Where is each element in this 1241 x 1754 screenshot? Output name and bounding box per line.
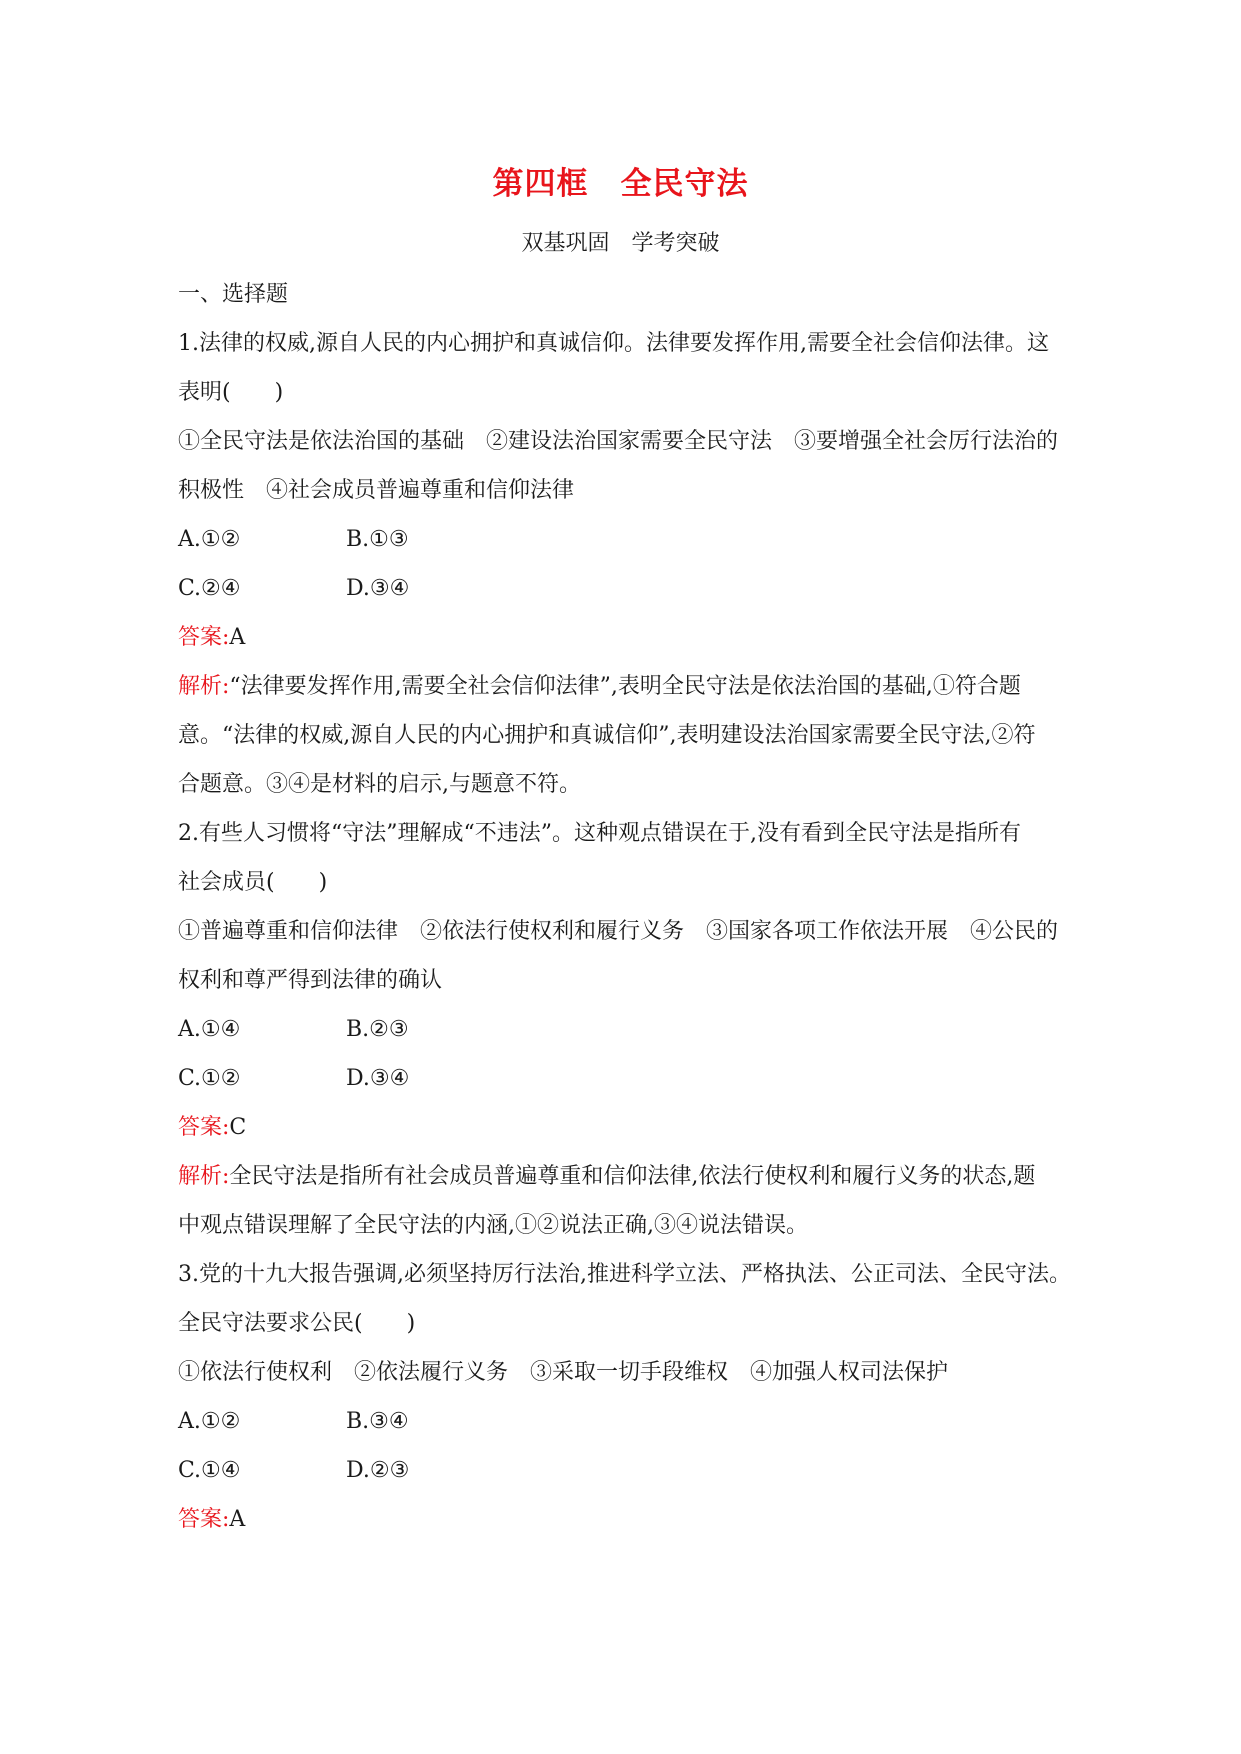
page-title: 第四框 全民守法: [492, 166, 749, 202]
question-stem: 社会成员( ): [178, 870, 328, 895]
option-row: [178, 1005, 1058, 1054]
analysis-text: 合题意。③④是材料的启示,与题意不符。: [178, 772, 581, 797]
analysis-text: 意。“法律的权威,源自人民的内心拥护和真诚信仰”,表明建设法治国家需要全民守法,②符: [178, 723, 1036, 748]
question-1: [178, 319, 1058, 809]
option-b: B.③④: [346, 1409, 409, 1434]
option-a: A.①②: [178, 527, 241, 552]
question-stem: 1.法律的权威,源自人民的内心拥护和真诚信仰。法律要发挥作用,需要全社会信仰法律。这: [178, 331, 1049, 356]
answer-line: [178, 1103, 1058, 1152]
option-b: B.②③: [346, 1017, 409, 1042]
option-d: D.③④: [346, 576, 410, 601]
analysis-text: 全民守法是指所有社会成员普遍尊重和信仰法律,依法行使权利和履行义务的状态,题: [229, 1164, 1036, 1189]
question-statements: ①依法行使权利 ②依法履行义务 ③采取一切手段维权 ④加强人权司法保护: [178, 1360, 949, 1385]
option-row: [178, 1446, 1058, 1495]
question-stem: 全民守法要求公民( ): [178, 1311, 416, 1336]
option-row: [178, 1397, 1058, 1446]
option-d: D.②③: [346, 1458, 410, 1483]
analysis-line: [178, 662, 1058, 711]
analysis-text: 中观点错误理解了全民守法的内涵,①②说法正确,③④说法错误。: [178, 1213, 808, 1238]
answer-label: 答案:: [178, 625, 230, 650]
page-subtitle: 双基巩固 学考突破: [521, 231, 720, 256]
answer-value: C: [229, 1115, 247, 1140]
analysis-label: 解析:: [178, 1164, 230, 1189]
question-stem: 表明( ): [178, 380, 284, 405]
analysis-text: “法律要发挥作用,需要全社会信仰法律”,表明全民守法是依法治国的基础,①符合题: [229, 674, 1021, 699]
answer-value: A: [229, 1507, 246, 1532]
answer-label: 答案:: [178, 1507, 230, 1532]
option-a: A.①②: [178, 1409, 241, 1434]
question-statements: 权利和尊严得到法律的确认: [178, 968, 443, 993]
answer-line: [178, 613, 1058, 662]
question-list: [178, 270, 1071, 1544]
answer-value: A: [229, 625, 246, 650]
option-c: C.①②: [178, 1066, 241, 1091]
option-a: A.①④: [178, 1017, 241, 1042]
option-row: [178, 1054, 1058, 1103]
section-heading: 一、选择题: [178, 282, 289, 307]
question-statements: ①普遍尊重和信仰法律 ②依法行使权利和履行义务 ③国家各项工作依法开展 ④公民的: [178, 919, 1059, 944]
option-row: [178, 564, 1058, 613]
question-stem: 3.党的十九大报告强调,必须坚持厉行法治,推进科学立法、严格执法、公正司法、全民守法。: [178, 1262, 1071, 1287]
question-statements: 积极性 ④社会成员普遍尊重和信仰法律: [178, 478, 575, 503]
answer-line: [178, 1495, 1058, 1544]
question-stem: 2.有些人习惯将“守法”理解成“不违法”。这种观点错误在于,没有看到全民守法是指所有: [178, 821, 1021, 846]
option-c: C.①④: [178, 1458, 241, 1483]
question-3: [178, 1250, 1071, 1544]
option-b: B.①③: [346, 527, 409, 552]
analysis-label: 解析:: [178, 674, 230, 699]
question-statements: ①全民守法是依法治国的基础 ②建设法治国家需要全民守法 ③要增强全社会厉行法治的: [178, 429, 1059, 454]
option-d: D.③④: [346, 1066, 410, 1091]
answer-label: 答案:: [178, 1115, 230, 1140]
option-row: [178, 515, 1058, 564]
question-2: [178, 809, 1058, 1250]
analysis-line: [178, 1152, 1058, 1201]
option-c: C.②④: [178, 576, 241, 601]
